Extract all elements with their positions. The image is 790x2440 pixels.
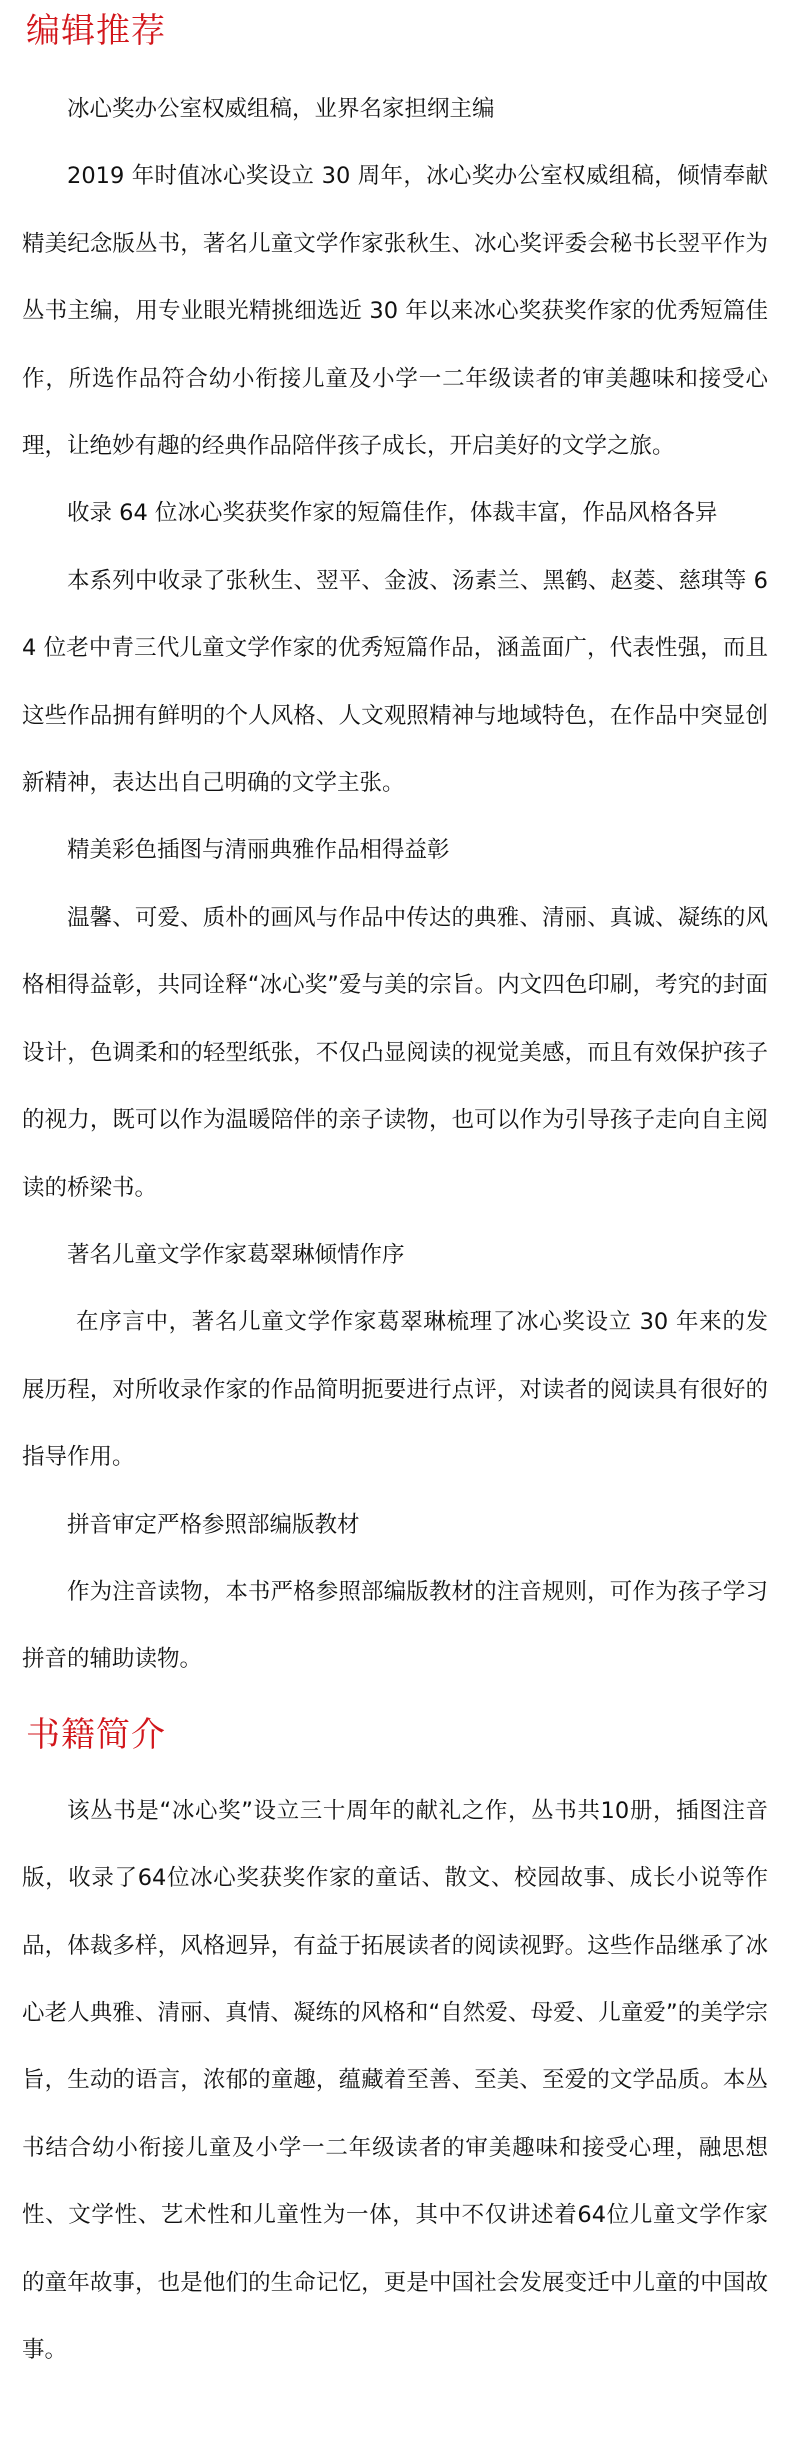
paragraph-anniversary: 2019 年时值冰心奖设立 30 周年，冰心奖办公室权威组稿，倾情奉献精美纪念版丛书，著名儿童文学作家张秋生、冰心奖评委会秘书长翌平作为丛书主编，用专业眼光精挑细选近 30 年以来冰心奖获奖作家的优秀短篇佳作，所选作品符合幼小衔接儿童及小学一二年级读者的审美趣味和接受心理，让绝妙有趣的经典作品陪伴孩子成长，开启美好的文学之旅。 [22, 163, 768, 460]
highlight-heading-illustrations: 精美彩色插图与清丽典雅作品相得益彰 [67, 837, 450, 864]
book-introduction-title: 书籍简介 [26, 1714, 166, 1755]
paragraph-book-introduction: 该丛书是“冰心奖”设立三十周年的献礼之作，丛书共10册，插图注音版，收录了64位冰心奖获奖作家的童话、散文、校园故事、成长小说等作品，体裁多样，风格迥异，有益于拓展读者的阅读视野。这些作品继承了冰心老人典雅、清丽、真情、凝练的风格和“自然爱、母爱、儿童爱”的美学宗旨，生动的语言，浓郁的童趣，蕴藏着至善、至美、至爱的文学品质。本丛书结合幼小衔接儿童及小学一二年级读者的审美趣味和接受心理，融思想性、文学性、艺术性和儿童性为一体，其中不仅讲述着64位儿童文学作家的童年故事，也是他们的生命记忆，更是中国社会发展变迁中儿童的中国故事。 [22, 1797, 768, 2363]
paragraph-authors: 本系列中收录了张秋生、翌平、金波、汤素兰、黑鹤、赵菱、慈琪等 64 位老中青三代儿童文学作家的优秀短篇作品，涵盖面广，代表性强，而且这些作品拥有鲜明的个人风格、人文观照精神与地域特色，在作品中突显创新精神，表达出自己明确的文学主张。 [22, 567, 768, 797]
editor-recommendation-title: 编辑推荐 [26, 11, 166, 51]
highlight-heading-authors: 收录 64 位冰心奖获奖作家的短篇佳作，体裁丰富，作品风格各异 [67, 500, 718, 527]
paragraph-illustrations: 温馨、可爱、质朴的画风与作品中传达的典雅、清丽、真诚、凝练的风格相得益彰，共同诠释“冰心奖”爱与美的宗旨。内文四色印刷，考究的封面设计，色调柔和的轻型纸张，不仅凸显阅读的视觉美感，而且有效保护孩子的视力，既可以作为温暖陪伴的亲子读物，也可以作为引导孩子走向自主阅读的桥梁书。 [22, 904, 768, 1201]
highlight-heading-preface: 著名儿童文学作家葛翠琳倾情作序 [67, 1241, 405, 1268]
highlight-heading-authority: 冰心奖办公室权威组稿，业界名家担纲主编 [67, 96, 495, 122]
highlight-heading-pinyin: 拼音审定严格参照部编版教材 [67, 1511, 360, 1538]
paragraph-preface: 在序言中，著名儿童文学作家葛翠琳梳理了冰心奖设立 30 年来的发展历程，对所收录作家的作品简明扼要进行点评，对读者的阅读具有很好的指导作用。 [22, 1309, 768, 1471]
paragraph-pinyin: 作为注音读物，本书严格参照部编版教材的注音规则，可作为孩子学习拼音的辅助读物。 [22, 1578, 768, 1673]
